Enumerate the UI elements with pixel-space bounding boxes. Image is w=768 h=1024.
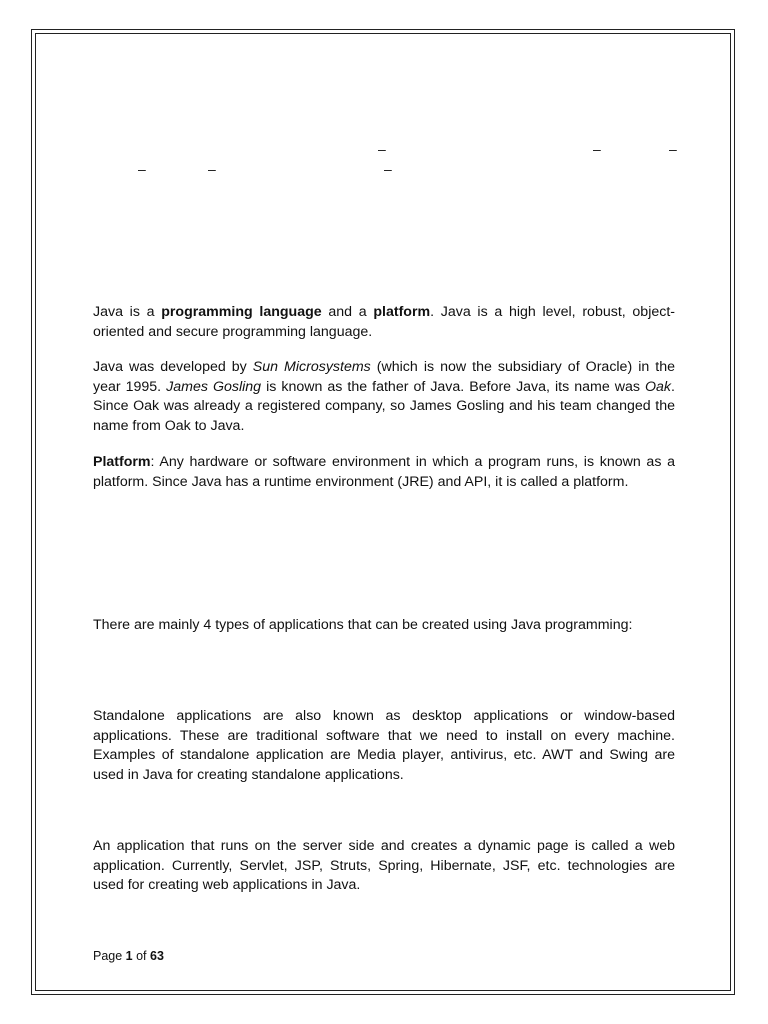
dash-mark: – — [138, 161, 146, 177]
term-platform-definition: Platform — [93, 454, 151, 470]
dash-mark: – — [384, 161, 392, 177]
term-platform: platform — [373, 304, 431, 320]
history-paragraph: Java was developed by Sun Microsystems (which is now the subsidiary of Oracle) in the year 1995. James Gosling is known as the father of Java. Before Java, its name was Oak. Since Oak was already a registered company, so James Gosling and his team changed the name from Oak to Java. — [93, 359, 675, 434]
web-paragraph: An application that runs on the server side and creates a dynamic page is called a web application. Currently, Servlet, JSP, Struts, Spring, Hibernate, JSF, etc. technologies are used for creating web applications in Java. — [93, 838, 675, 894]
term-sun-microsystems: Sun Microsystems — [252, 359, 371, 375]
platform-paragraph: Platform: Any hardware or software environment in which a program runs, is known as a platform. Since Java has a runtime environment (JRE) and API, it is called a platform. — [93, 454, 675, 490]
standalone-paragraph: Standalone applications are also known as desktop applications or window-based applications. These are traditional software that we need to install on every machine. Examples of standalone application are Media player, antivirus, etc. AWT and Swing are used in Java for creating standalone applications. — [93, 708, 675, 783]
dash-mark: – — [378, 141, 386, 157]
term-james-gosling: James Gosling — [166, 378, 262, 395]
intro-paragraph: Java is a programming language and a platform. Java is a high level, robust, object-oriented and secure programming language. — [93, 304, 675, 340]
dash-mark: – — [669, 141, 677, 157]
dash-mark: – — [208, 161, 216, 177]
types-paragraph: There are mainly 4 types of applications that can be created using Java programming: — [93, 617, 633, 633]
term-oak: Oak — [645, 378, 672, 395]
term-programming-language: programming language — [161, 304, 322, 320]
page-number: Page 1 of 63 — [93, 949, 164, 963]
dash-mark: – — [593, 141, 601, 157]
